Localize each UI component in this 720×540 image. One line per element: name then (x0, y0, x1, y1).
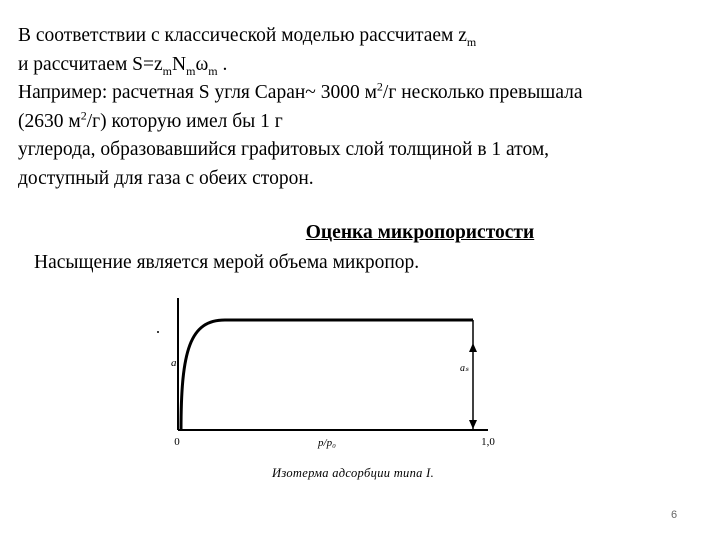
x-end-label: 1,0 (481, 436, 495, 448)
x-axis-label: p/p₀ (318, 437, 336, 449)
text-line-4: (2630 $м^2/г$) которую имел бы 1 г (18, 108, 283, 132)
saturation-label: aₛ (460, 363, 469, 374)
text-line-2: и рассчитаем $S=z_mN_m\omega_m$ . (18, 53, 228, 78)
isotherm-curve (181, 320, 473, 430)
isotherm-diagram (150, 290, 530, 490)
text-line-6: доступный для газа с обеих сторон. (18, 167, 314, 189)
body-paragraph (18, 22, 718, 193)
section-subtitle: Насыщение является мерой объема микропор. (34, 252, 420, 273)
origin-label: 0 (174, 436, 180, 448)
arrow-up-icon (469, 343, 477, 352)
isotherm-figure (150, 290, 530, 490)
section-heading: Оценка микропористости (305, 222, 535, 243)
text-line-3: Например: расчетная S угля Саран~ 3000 $м^2/г$ несколько превышала (18, 79, 583, 103)
stray-mark (157, 331, 159, 333)
arrow-down-icon (469, 420, 477, 429)
text-line-1: В соответствии с классической моделью рассчитаем $z_m$ (18, 25, 477, 49)
text-line-5: углерода, образовавшийся графитовых слой толщиной в 1 атом, (18, 139, 550, 160)
page-number: 6 (671, 509, 678, 521)
y-axis-label: a (171, 357, 177, 369)
figure-caption: Изотерма адсорбции типа I. (272, 466, 435, 480)
